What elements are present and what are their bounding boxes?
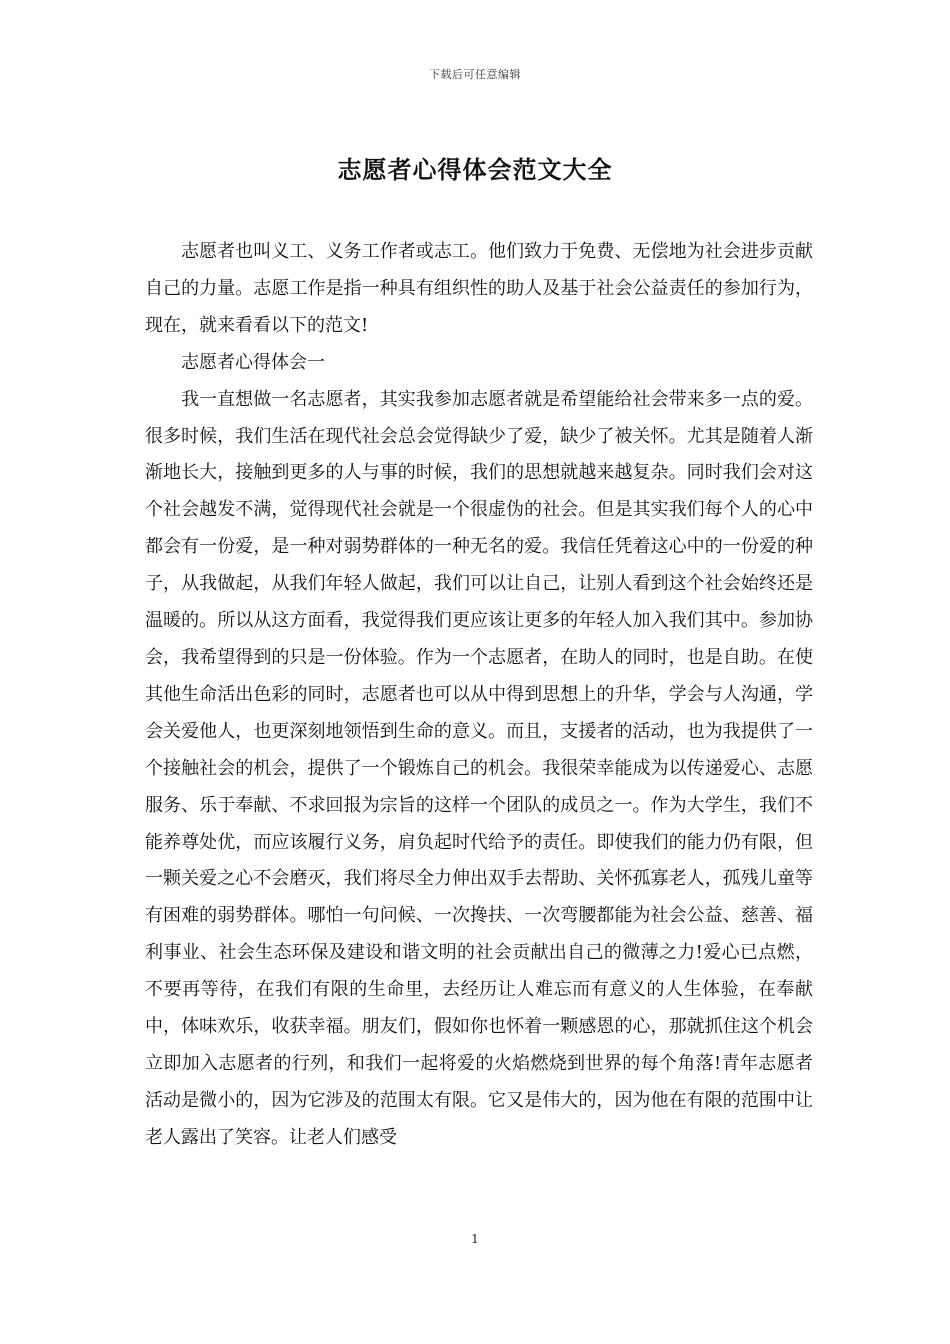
intro-paragraph: 志愿者也叫义工、义务工作者或志工。他们致力于免费、无偿地为社会进步贡献自己的力量。志愿工作是指一种具有组织性的助人及基于社会公益责任的参加行为，现在，就来看看以下的范文! — [145, 241, 813, 336]
document-body — [145, 234, 813, 1157]
header-note: 下载后可任意编辑 — [429, 68, 521, 81]
page-number: 1 — [471, 1232, 479, 1246]
document-title: 志愿者心得体会范文大全 — [337, 155, 613, 184]
section-heading: 志愿者心得体会一 — [181, 351, 325, 373]
body-paragraph: 我一直想做一名志愿者，其实我参加志愿者就是希望能给社会带来多一点的爱。很多时候，我们生活在现代社会总会觉得缺少了爱，缺少了被关怀。尤其是随着人渐渐地长大，接触到更多的人与事的时候，我们的思想就越来越复杂。同时我们会对这个社会越发不满，觉得现代社会就是一个很虚伪的社会。但是其实我们每个人的心中都会有一份爱，是一种对弱势群体的一种无名的爱。我信任凭着这心中的一份爱的种子，从我做起，从我们年轻人做起，我们可以让自己，让别人看到这个社会始终还是温暖的。所以从这方面看，我觉得我们更应该让更多的年轻人加入我们其中。参加协会，我希望得到的只是一份体验。作为一个志愿者，在助人的同时，也是自助。在使其他生命活出色彩的同时，志愿者也可以从中得到思想上的升华，学会与人沟通，学会关爱他人，也更深刻地领悟到生命的意义。而且，支援者的活动，也为我提供了一个接触社会的机会，提供了一个锻炼自己的机会。我很荣幸能成为以传递爱心、志愿服务、乐于奉献、不求回报为宗旨的这样一个团队的成员之一。作为大学生，我们不能养尊处优，而应该履行义务，肩负起时代给予的责任。即使我们的能力仍有限，但一颗关爱之心不会磨灭，我们将尽全力伸出双手去帮助、关怀孤寡老人，孤残儿童等有困难的弱势群体。哪怕一句问候、一次搀扶、一次弯腰都能为社会公益、慈善、福利事业、社会生态环保及建设和谐文明的社会贡献出自己的微薄之力!爱心已点燃，不要再等待，在我们有限的生命里，去经历让人难忘而有意义的人生体验，在奉献中，体味欢乐，收获幸福。朋友们，假如你也怀着一颗感恩的心，那就抓住这个机会立即加入志愿者的行列，和我们一起将爱的火焰燃烧到世界的每个角落!青年志愿者活动是微小的，因为它涉及的范围太有限。它又是伟大的，因为他在有限的范围中让老人露出了笑容。让老人们感受 — [145, 388, 813, 1148]
